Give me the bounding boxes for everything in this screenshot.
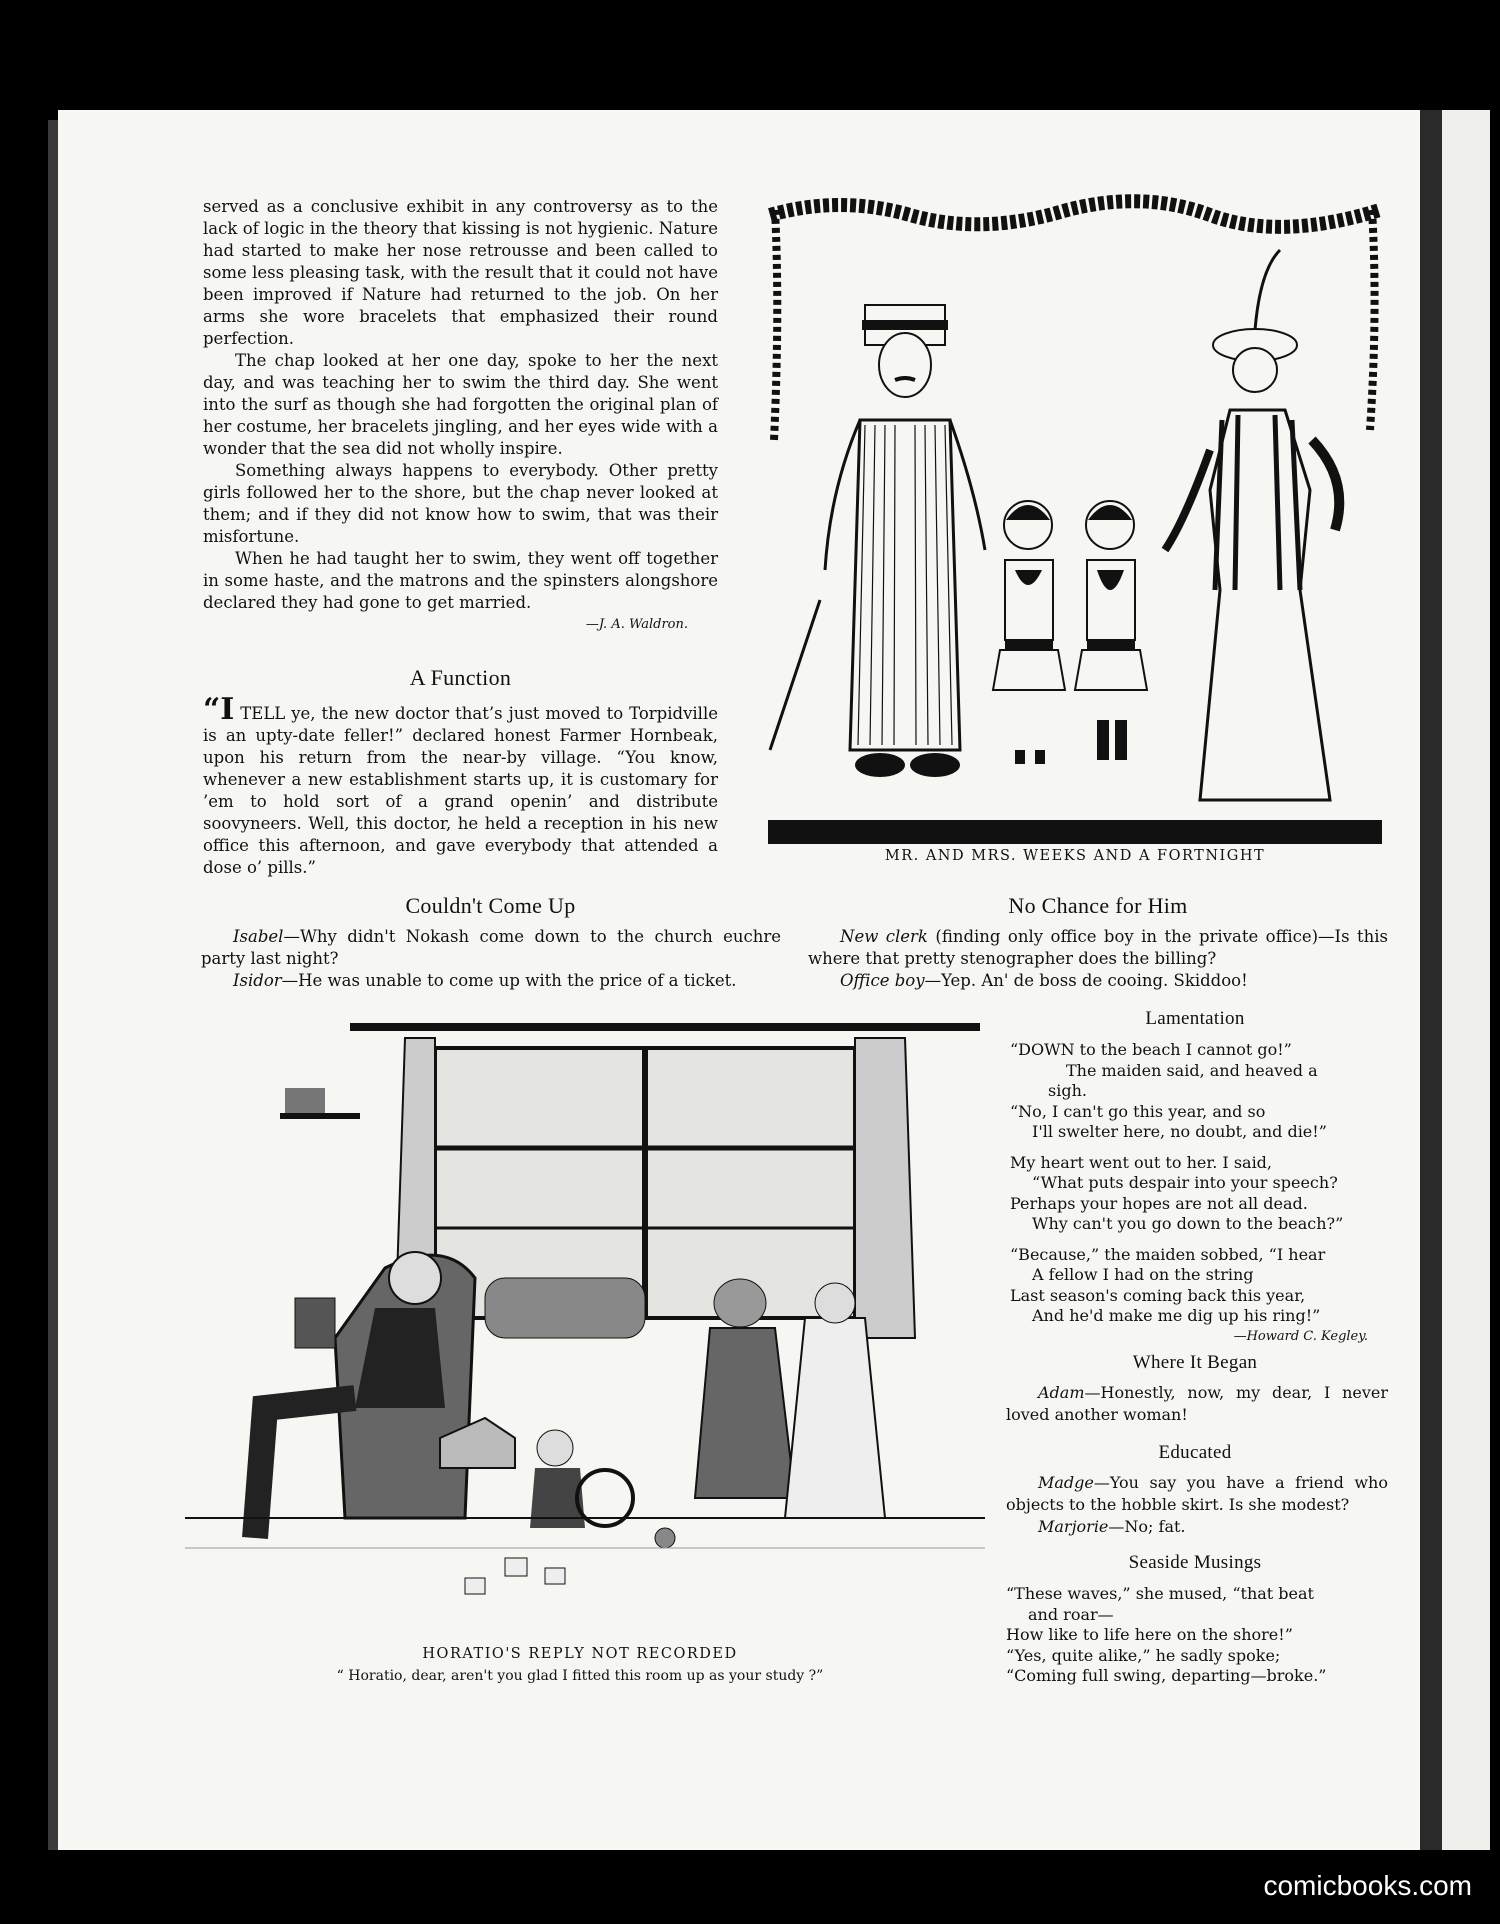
poem-line: “These waves,” she mused, “that beat <box>1006 1584 1314 1603</box>
article-no-chance <box>808 926 1388 992</box>
poem-line: Why can't you go down to the beach?” <box>1032 1214 1344 1233</box>
dialogue: —Honestly, now, my dear, I never loved another woman! <box>1006 1383 1388 1424</box>
dialogue: (finding only office boy in the private office)—Is this where that pretty stenographer does the billing? <box>808 927 1388 968</box>
speaker: Isidor <box>233 971 282 990</box>
article-function <box>203 692 718 879</box>
dialogue: —You say you have a friend who objects to the hobble skirt. Is she modest? <box>1006 1473 1388 1514</box>
article-where-it-began <box>1006 1382 1388 1426</box>
heading-where-it-began: Where It Began <box>1132 1352 1258 1373</box>
article-couldnt-come-up <box>201 926 781 992</box>
poem-line: My heart went out to her. I said, <box>1010 1152 1273 1172</box>
poem-line: “No, I can't go this year, and so <box>1010 1101 1266 1121</box>
article-paragraph: When he had taught her to swim, they went off together in some haste, and the matrons and the spinsters alongshore declared they had gone to get married. <box>203 549 718 612</box>
function-text: TELL ye, the new doctor that’s just moved to Torpidville is an upty-date feller!” declared honest Farmer Hornbeak, upon his return from the near-by village. “You know, whenever a new establishment starts up, it is customary for ’em to hold sort of a grand openin’ and distribute soovyneers. Well, this doctor, he held a reception in his new office this afternoon, and gave everybody that attended a dose o’ pills.” <box>203 704 718 877</box>
speaker: Isabel <box>233 927 284 946</box>
illustration-horatio <box>185 1018 985 1658</box>
poem-line: How like to life here on the shore!” <box>1006 1625 1293 1644</box>
article-paragraph: The chap looked at her one day, spoke to her the next day, and was teaching her to swim the third day. She went into the surf as though she had forgotten the original plan of her costume, her bracelets jingling, and her eyes wide with a wonder that the sea did not wholly inspire. <box>203 351 718 458</box>
poem-line: “DOWN to the beach I cannot go!” <box>1010 1040 1292 1059</box>
byline: —J. A. Waldron. <box>585 617 688 632</box>
caption-horatio: HORATIO'S REPLY NOT RECORDED <box>422 1646 738 1662</box>
subcaption-horatio: “ Horatio, dear, aren't you glad I fitted this room up as your study ?” <box>336 1668 824 1684</box>
poem-line: Perhaps your hopes are not all dead. <box>1010 1193 1308 1213</box>
watermark: comicbooks.com <box>1263 1870 1472 1901</box>
dialogue: —Yep. An' de boss de cooing. Skiddoo! <box>924 971 1248 990</box>
poem-line: Last season's coming back this year, <box>1010 1285 1306 1305</box>
facing-page-gutter <box>1420 110 1442 1850</box>
poem-line: “What puts despair into your speech? <box>1032 1173 1338 1192</box>
poem-line: sigh. <box>1048 1081 1087 1100</box>
heading-educated: Educated <box>1158 1442 1232 1463</box>
dialogue: —No; fat. <box>1108 1517 1186 1536</box>
poem-lamentation <box>1010 1040 1388 1347</box>
poem-line: and roar— <box>1028 1604 1114 1624</box>
dialogue: —Why didn't Nokash come down to the church euchre party last night? <box>201 927 781 968</box>
poem-line: “Yes, quite alike,” he sadly spoke; <box>1006 1645 1281 1665</box>
caption-weeks-fortnight: MR. AND MRS. WEEKS AND A FORTNIGHT <box>884 848 1266 864</box>
heading-a-function: A Function <box>409 665 512 690</box>
heading-couldnt-come-up: Couldn't Come Up <box>405 893 576 918</box>
speaker: Madge <box>1038 1473 1094 1492</box>
heading-lamentation: Lamentation <box>1145 1008 1245 1029</box>
speaker: New clerk <box>840 927 928 946</box>
speaker: Marjorie <box>1038 1517 1109 1536</box>
dialogue: —He was unable to come up with the price of a ticket. <box>281 971 737 990</box>
speaker: Adam <box>1038 1383 1085 1402</box>
article-waldron <box>203 196 718 636</box>
drop-cap: “I <box>203 692 235 727</box>
poem-line: I'll swelter here, no doubt, and die!” <box>1032 1122 1327 1141</box>
illustration-weeks-fortnight <box>760 190 1390 850</box>
heading-seaside-musings: Seaside Musings <box>1128 1552 1262 1573</box>
poem-line: And he'd make me dig up his ring!” <box>1032 1306 1321 1325</box>
byline: —Howard C. Kegley. <box>1233 1328 1368 1344</box>
article-educated <box>1006 1472 1388 1538</box>
heading-no-chance: No Chance for Him <box>1008 893 1188 918</box>
poem-line: A fellow I had on the string <box>1032 1265 1254 1284</box>
poem-line: “Coming full swing, departing—broke.” <box>1006 1666 1327 1685</box>
speaker: Office boy <box>840 971 925 990</box>
poem-line: “Because,” the maiden sobbed, “I hear <box>1010 1244 1326 1264</box>
poem-line: The maiden said, and heaved a <box>1066 1060 1318 1080</box>
article-paragraph: served as a conclusive exhibit in any controversy as to the lack of logic in the theory that kissing is not hygienic. Nature had started to make her nose retrousse and been called to some less pleasing task, with the result that it could not have been improved if Nature had returned to the job. On her arms she wore bracelets that emphasized their round perfection. <box>203 197 718 348</box>
article-paragraph: Something always happens to everybody. Other pretty girls followed her to the shore, but the chap never looked at them; and if they did not know how to swim, that was their misfortune. <box>203 461 718 546</box>
poem-seaside-musings <box>1006 1584 1390 1687</box>
